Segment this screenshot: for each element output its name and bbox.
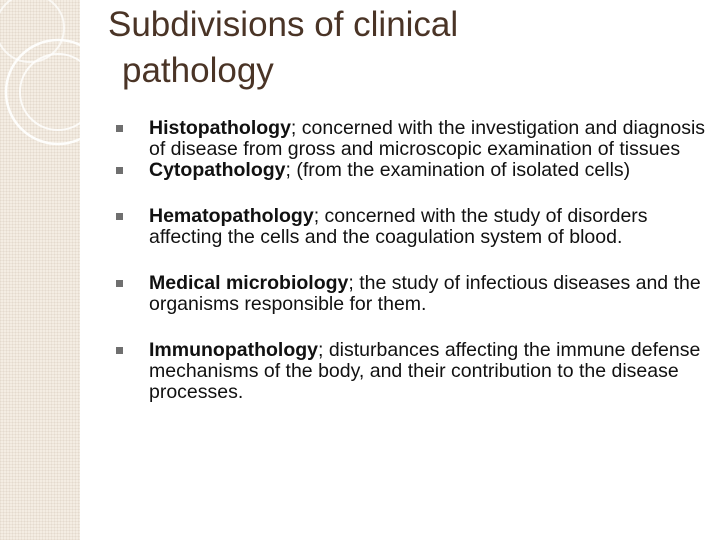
subdivision-list (116, 118, 706, 403)
list-item (116, 340, 706, 403)
list-item (116, 160, 706, 181)
list-item (116, 206, 706, 248)
bullet-description: ; the study of infectious diseases and the organisms responsible for them. (149, 272, 701, 315)
square-bullet-icon (116, 347, 123, 354)
bullet-term: Histopathology (149, 117, 291, 139)
bullet-term: Immunopathology (149, 339, 318, 361)
slide-title (108, 2, 708, 94)
slide-title-line-2: pathology (122, 51, 274, 90)
bullet-description: ; concerned with the study of disorders affecting the cells and the coagulation system of blood. (149, 205, 648, 248)
bullet-description: ; (from the examination of isolated cells) (285, 159, 631, 181)
bullet-term: Medical microbiology (149, 272, 349, 294)
bullet-term: Cytopathology (149, 159, 286, 181)
list-item (116, 273, 706, 315)
square-bullet-icon (116, 167, 123, 174)
bullet-description: ; disturbances affecting the immune defense mechanisms of the body, and their contribution to the disease processes. (149, 339, 701, 403)
slide-title-line-1: Subdivisions of clinical (108, 5, 459, 44)
bullet-description: ; concerned with the investigation and diagnosis of disease from gross and microscopic examination of tissues (149, 117, 706, 160)
square-bullet-icon (116, 213, 123, 220)
bullet-term: Hematopathology (149, 205, 314, 227)
square-bullet-icon (116, 280, 123, 287)
square-bullet-icon (116, 125, 123, 132)
list-item (116, 118, 706, 160)
